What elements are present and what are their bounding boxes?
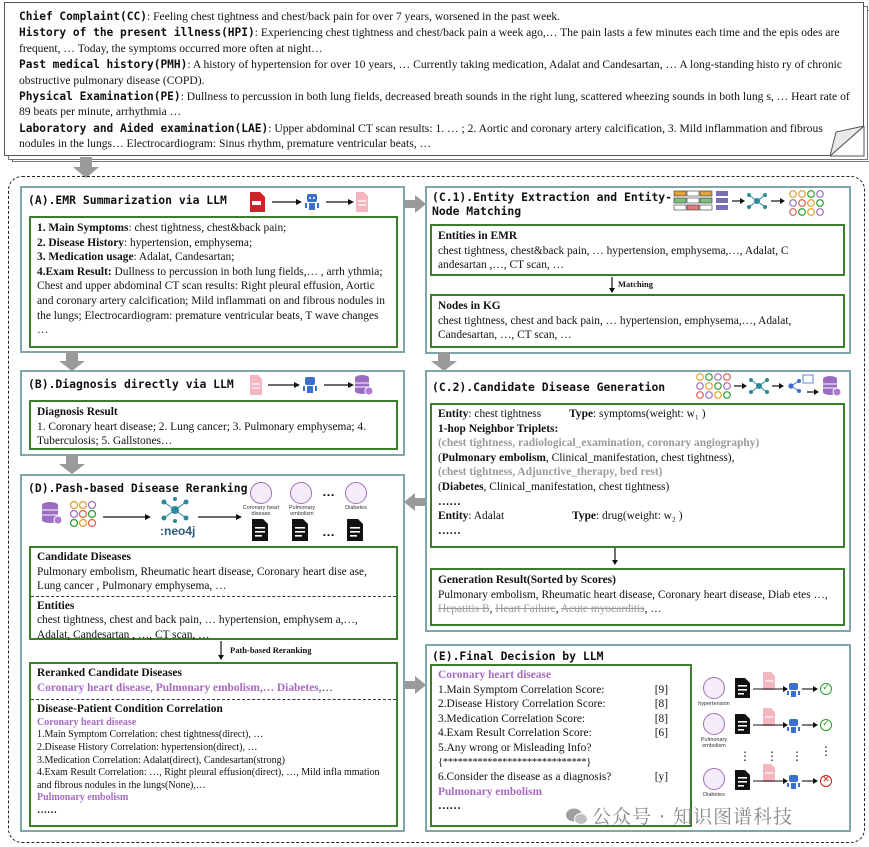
candidate-entities-box <box>29 546 398 640</box>
correlation-disease-history: 2.Disease History Correlation: hypertension(direct), … <box>37 741 258 753</box>
score-row-4: 4.Exam Result Correlation Score: [6] <box>438 727 668 740</box>
summary-document-icon <box>250 375 262 395</box>
cross-icon: ✕ <box>820 775 832 787</box>
extraction-flow-icons <box>672 189 848 221</box>
correlation-label: Disease-Patient Condition Correlation <box>37 703 223 716</box>
emr-lae: Laboratory and Aided examination(LAE): Upper abdominal CT scan results: 1. … ; 2. Aortic and coronary artery calcification, 3. Mild inflammation and fibrous nodules in the lungs… Electrocardiogram: Sinus rhythm, premature ventricular beats, … <box>19 121 823 151</box>
disease-node-icon <box>703 768 725 790</box>
candidate-grid-icon <box>71 502 96 527</box>
entities-in-emr-text: chest tightness, chest&back pain, … hypertension, emphysema,…, Adalat, C andesartan ,…, CT scan, … <box>438 244 789 272</box>
generation-result-label: Generation Result(Sorted by Scores) <box>438 574 616 586</box>
node-label-diabetes: Diabetes <box>345 505 367 511</box>
panel-b-title: (B).Diagnosis directly via LLM <box>28 377 234 391</box>
document-icon <box>735 714 750 734</box>
arrow-down-icon <box>610 548 620 566</box>
decision-flow-icons <box>733 672 823 802</box>
nodes-in-kg-box <box>430 294 845 348</box>
triplet-4: (Diabetes, Clinical_manifestation, chest tightness) <box>438 480 670 493</box>
summary-document-icon <box>763 764 775 782</box>
summary-document-icon <box>763 708 775 726</box>
triplets-box <box>430 403 845 548</box>
node-label-pulmonary: Pulmonary embolism <box>288 505 316 517</box>
correlation-exam-result: 4.Exam Result Correlation: …, Right pleural effusion(direct), …, Mild infla mmation and fibrous nodules in the lungs(None),… <box>37 767 380 791</box>
panel-e-title: (E).Final Decision by LLM <box>432 649 604 663</box>
reranked-text: Coronary heart disease, Pulmonary embolism,… Diabetes,… <box>37 681 333 694</box>
flow-arrow-down-icon <box>58 352 86 372</box>
flow-arrow-right-icon <box>405 676 427 694</box>
document-icon <box>735 770 750 790</box>
panel-c1-title-line2: Node Matching <box>432 204 522 218</box>
summary-document-icon <box>356 192 368 212</box>
database-icon <box>823 376 841 396</box>
decision-dots: …… <box>438 800 461 813</box>
more-dots: …… <box>37 804 57 816</box>
entity-dots: …… <box>438 524 461 537</box>
summary-main-symptoms: 1. Main Symptoms: chest tightness, chest&back pain; <box>37 222 287 234</box>
arrow-right-icon <box>103 512 153 522</box>
emr-document <box>4 2 864 156</box>
flow-arrow-left-icon <box>404 493 426 511</box>
node-label-pulmonary: Pulmonary embolism <box>700 737 728 749</box>
triplet-2: (Pulmonary embolism, Clinical_manifestation, chest tightness), <box>438 451 735 464</box>
disease-node-icon <box>345 482 367 504</box>
emr-pmh: Past medical history(PMH): A history of hypertension for over 10 years, … Currently taking medication, Adalat and Candesartan, … A long-standing histo ry of chronic obstructive pulmonary disease (COPD). <box>19 58 842 87</box>
document-icon <box>735 678 750 698</box>
score-row-1: 1.Main Symptom Correlation Score: [9] <box>438 683 668 696</box>
summarize-flow-icons <box>248 190 368 214</box>
triplet-1: (chest tightness, radiological_examination, coronary angiography) <box>438 437 760 450</box>
check-icon: ✓ <box>820 683 832 695</box>
panel-c2-title: (C.2).Candidate Disease Generation <box>432 380 666 394</box>
node-label-hypertension: hypertension <box>698 701 730 707</box>
database-icon <box>355 375 373 395</box>
entities-in-emr-box <box>430 224 845 276</box>
robot-icon <box>787 683 800 697</box>
emr-chief-complaint: Chief Complaint(CC): Feeling chest tightness and chest/back pain for over 7 years, worsened in the past week. <box>19 10 561 23</box>
nodes-in-kg-text: chest tightness, chest and back pain, … hypertension, emphysema,…, Adalat, Candesartan, …, CT scan, … <box>438 314 792 342</box>
correlation-disease: Coronary heart disease <box>37 716 137 728</box>
flow-arrow-down-icon <box>58 455 86 475</box>
svg-text:…: … <box>322 524 335 539</box>
document-icon <box>347 519 363 541</box>
entities-in-emr-label: Entities in EMR <box>438 230 518 242</box>
panel-a-title: (A).EMR Summarization via LLM <box>28 193 227 207</box>
arrow-right-icon <box>198 512 244 522</box>
generation-result-box <box>430 568 845 626</box>
emr-hpi: History of the present illness(HPI): Experiencing chest tightness and chest/back pain a week ago,… The pain lasts a few minutes each time and the epis odes are frequent, … Today, the symptoms occurred more often at night… <box>19 26 840 55</box>
generation-result-text: Pulmonary embolism, Rheumatic heart disease, Coronary heart disease, Diab etes …, Hepatitis B, Heart Failure, Acute myocarditis, … <box>438 588 828 616</box>
summary-box <box>29 216 398 348</box>
score-row-6: 6.Consider the disease as a diagnosis? [y] <box>438 771 668 784</box>
pdf-document-icon <box>250 192 265 212</box>
arrow-down-icon <box>216 641 226 661</box>
matching-label: Matching <box>618 279 653 289</box>
reranked-box <box>29 662 398 827</box>
triplet-3: (chest tightness, Adjunctive_therapy, bed rest) <box>438 466 663 479</box>
svg-text:⋮: ⋮ <box>766 749 778 763</box>
candidate-diseases-text: Pulmonary embolism, Rheumatic heart disease, Coronary heart dise ase, Lung cancer , Pulmonary emphysema, … <box>37 565 367 593</box>
graph-network-icon <box>747 193 767 209</box>
panel-d-title: (D).Pash-based Disease Reranking <box>28 481 248 495</box>
graph-network-icon <box>158 496 192 524</box>
nodes-in-kg-label: Nodes in KG <box>438 300 501 312</box>
entities-text: chest tightness, chest and back pain, … hypertension, emphysem a,…, Adalat, Candesartan , …, CT scan, … <box>37 614 358 641</box>
robot-icon <box>305 194 319 210</box>
disease-node-icon <box>290 482 312 504</box>
disease-node-icon <box>250 482 272 504</box>
wechat-logo-icon <box>565 806 589 826</box>
triplet-dots: …… <box>438 495 461 508</box>
subgraph-icon <box>788 375 813 393</box>
ellipsis: … <box>322 484 335 499</box>
divider <box>31 596 396 597</box>
entity-table-icon <box>674 191 712 210</box>
diagnosis-result-box <box>29 400 398 450</box>
watermark-text: 公众号 · 知识图谱科技 <box>592 806 794 828</box>
reranked-label: Reranked Candidate Diseases <box>37 667 182 679</box>
node-grid-icon <box>790 191 824 216</box>
correlation-medication: 3.Medication Correlation: Adalat(direct), Candesartan(strong) <box>37 754 285 766</box>
document-icon <box>252 519 268 541</box>
panel-c1-title-line1: (C.1).Entity Extraction and Entity- <box>432 190 673 204</box>
summary-exam-result: 4.Exam Result: Dullness to percussion in both lung fields,… , arrh ythmia; Chest and upper abdominal CT scan results: Right pleural effusion, Aortic and coronary artery calcification; Mild inflammati on and fibrous nodules in the lungs; Electrocardiogram: premature ventricular beats, T wave changes … <box>37 265 385 337</box>
svg-text:⋮: ⋮ <box>739 749 751 763</box>
score-row-2: 2.Disease History Correlation Score: [8] <box>438 698 668 711</box>
score-row-3: 3.Medication Correlation Score: [8] <box>438 712 668 725</box>
candidate-diseases-label: Candidate Diseases <box>37 551 131 563</box>
disease-node-icon <box>703 677 725 699</box>
node-grid-icon <box>697 374 731 399</box>
node-label-diabetes: Diabetes <box>703 792 725 798</box>
check-icon: ✓ <box>820 719 832 731</box>
divider <box>31 699 396 700</box>
summary-medication: 3. Medication usage: Adalat, Candesartan; <box>37 251 235 264</box>
server-icon <box>716 191 728 210</box>
neo4j-logo: :neo4j <box>160 524 196 538</box>
entity-row-2: Entity: Adalat Type: drug(weight: w₂ ) <box>438 510 683 523</box>
emr-pe: Physical Examination(PE): Dullness to percussion in both lung fields, decreased breath sounds in the right lung, scattered wheezing sounds in both lung s, … Heart rate of 89 beats per minute, arrhythmia … <box>19 90 850 119</box>
disease-node-icon <box>703 713 725 735</box>
triplets-label: 1-hop Neighbor Triplets: <box>438 422 559 435</box>
correlation-disease-2: Pulmonary embolism <box>37 792 129 804</box>
summary-document-icon <box>763 672 775 690</box>
entities-label: Entities <box>37 599 75 612</box>
score-row-5-answer: {*****************************} <box>438 756 592 768</box>
robot-icon <box>787 719 800 733</box>
path-reranking-label: Path-based Reranking <box>230 645 312 655</box>
summary-disease-history: 2. Disease History: hypertension, emphysema; <box>37 236 253 249</box>
flow-arrow-right-icon <box>405 195 427 213</box>
diagnosis-flow-icons <box>248 373 378 397</box>
decision-disease: Coronary heart disease <box>438 669 552 681</box>
page-fold-icon <box>830 126 866 158</box>
correlation-main-symptom: 1.Main Symptom Correlation: chest tightness(direct), … <box>37 729 264 741</box>
generation-flow-icons <box>695 372 845 400</box>
document-icon <box>292 519 308 541</box>
database-icon <box>42 502 62 524</box>
robot-icon <box>787 775 800 789</box>
decision-disease-2: Pulmonary embolism <box>438 785 543 798</box>
reasoning-path-documents <box>250 518 375 542</box>
graph-network-icon <box>749 378 769 394</box>
score-row-5: 5.Any wrong or Misleading Info? <box>438 741 592 754</box>
vertical-ellipsis: ⋮ <box>820 744 832 758</box>
entity-row-1: Entity: chest tightness Type: symptoms(weight: w₁ ) <box>438 408 706 420</box>
diagnosis-result-label: Diagnosis Result <box>37 406 118 418</box>
node-label-coronary: Coronary heart disease <box>242 505 280 517</box>
arrow-down-icon <box>607 277 617 294</box>
diagnosis-result-text: 1. Coronary heart disease; 2. Lung cancer; 3. Pulmonary emphysema; 4. Tuberculosis; 5. Gallstones… <box>37 420 366 448</box>
flow-arrow-down-icon <box>430 352 458 372</box>
robot-icon <box>303 377 317 393</box>
svg-text:⋮: ⋮ <box>791 749 803 763</box>
